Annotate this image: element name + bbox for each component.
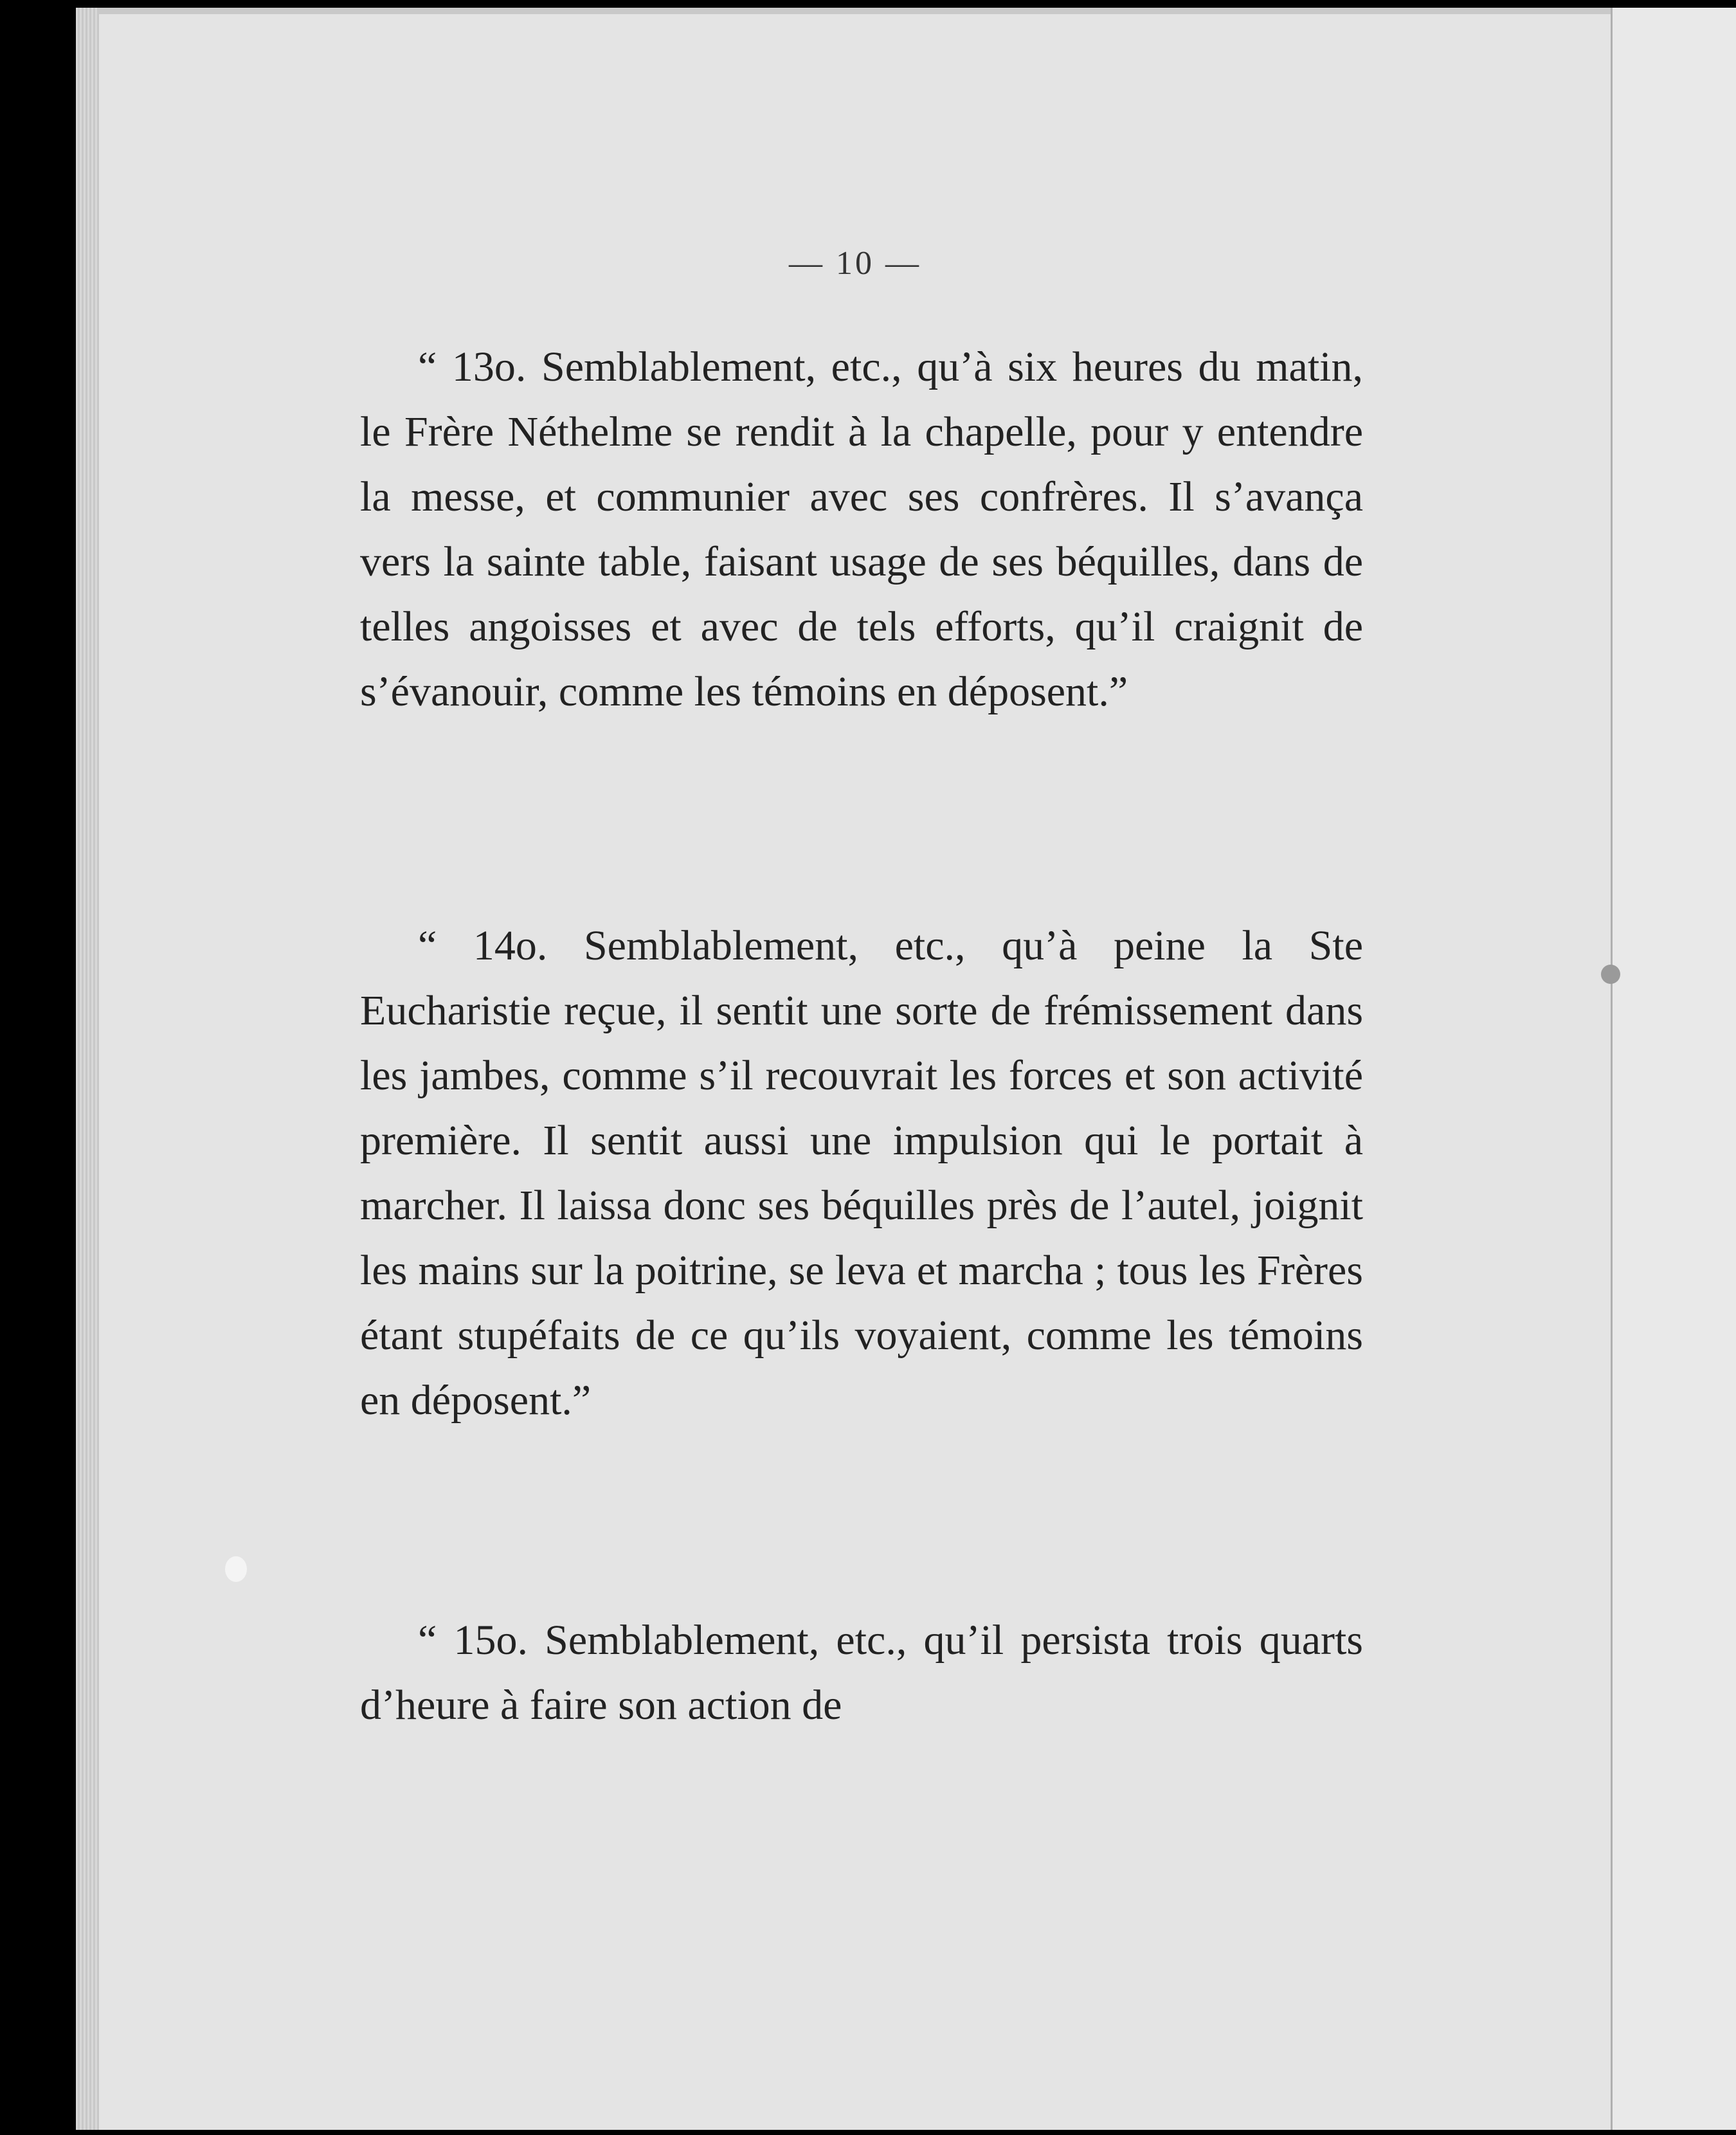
paragraph-text: “ 14o. Semblablement, etc., qu’à peine la Ste Eucharistie reçue, il sentit une sorte de frémissement dans les jambes, comme s’il recouvrait les forces et son activité première. Il sentit aussi une impulsion qui le portait à marcher. Il laissa donc ses béquilles près de l’autel, joignit les mains sur la poitrine, se leva et marcha ; tous les Frères étant stupéfaits de ce qu’ils voyaient, comme les témoins en déposent.” [360,922,1363,1424]
paragraph-text: “ 15o. Semblablement, etc., qu’il persista trois quarts d’heure à faire son action de [360,1617,1363,1729]
ink-speck [225,1556,247,1582]
binding-fold [1611,8,1613,2130]
ink-speck [1601,965,1620,984]
facing-page [1613,8,1736,2130]
paragraph-text: “ 13o. Semblablement, etc., qu’à six heures du matin, le Frère Néthelme se rendit à la chapelle, pour y entendre la messe, et communier avec ses confrères. Il s’avança vers la sainte table, faisant usage de ses béquilles, dans de telles angoisses et avec de tels efforts, qu’il craignit de s’évanouir, comme les témoins en déposent.” [360,343,1363,715]
paragraph-14 [360,913,1363,1433]
paragraph-13 [360,334,1363,724]
paragraph-15 [360,1608,1363,1738]
page-number: — 10 — [789,245,921,282]
page-edge [76,8,99,2130]
page-top-edge [99,8,1736,14]
